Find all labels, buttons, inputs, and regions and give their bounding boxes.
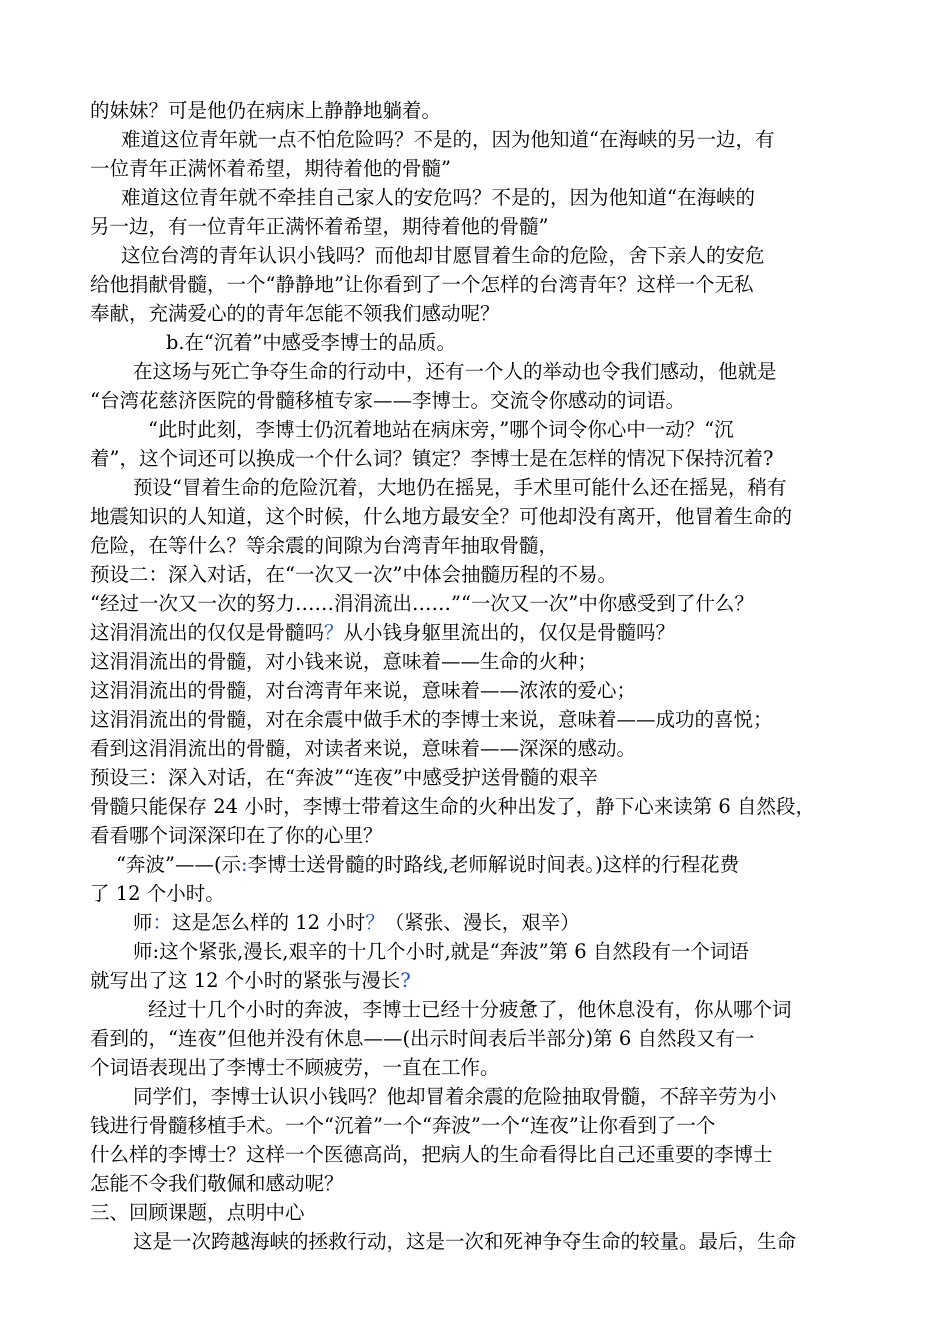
paragraph-line: 同学们，李博士认识小钱吗？他却冒着余震的危险抽取骨髓，不辞辛劳为小 — [133, 1085, 777, 1108]
paragraph-line: 个词语表现出了李博士不顾疲劳，一直在工作。 — [90, 1056, 500, 1079]
paragraph-line: 怎能不令我们敬佩和感动呢？ — [90, 1172, 344, 1195]
paragraph-line — [133, 908, 913, 937]
paragraph-line: 看到这涓涓流出的骨髓，对读者来说，意味着——深深的感动。 — [90, 737, 637, 760]
text-run: 就写出了这 12 个小时的紧张与漫长 — [90, 969, 401, 992]
text-run: ： — [152, 911, 173, 934]
text-run: : — [241, 853, 248, 876]
paragraph-line: 着”，这个词还可以换成一个什么词？镇定？李博士是在怎样的情况下保持沉着? — [90, 447, 774, 470]
text-run: 李博士送骨髓的时路线,老师解说时间表。)这样的行程花费 — [247, 853, 740, 876]
paragraph-line: 了 12 个小时。 — [90, 882, 225, 905]
section-heading: 三、回顾课题，点明中心 — [90, 1201, 305, 1224]
text-run: 师 — [133, 911, 153, 934]
paragraph-line: 另一边，有一位青年正满怀着希望，期待着他的骨髓” — [90, 215, 549, 238]
paragraph-line: 难道这位青年就一点不怕危险吗？不是的，因为他知道“在海峡的另一边，有 — [121, 128, 775, 151]
text-run: ？ — [365, 911, 385, 934]
paragraph-line: 师:这个紧张,漫长,艰辛的十几个小时,就是“奔波”第 6 自然段有一个词语 — [133, 940, 749, 963]
paragraph-line: 什么样的李博士？这样一个医德高尚，把病人的生命看得比自己还重要的李博士 — [90, 1143, 773, 1166]
paragraph-line: 这位台湾的青年认识小钱吗？而他却甘愿冒着生命的危险，舍下亲人的安危 — [121, 244, 765, 267]
text-run: ? — [400, 969, 411, 992]
paragraph-line: 这是一次跨越海峡的拯救行动，这是一次和死神争夺生命的较量。最后，生命 — [133, 1230, 797, 1253]
paragraph-line: 这涓涓流出的骨髓，对在余震中做手术的李博士来说，意味着——成功的喜悦； — [90, 708, 773, 731]
paragraph-line: 奉献，充满爱心的的青年怎能不领我们感动呢？ — [90, 302, 500, 325]
paragraph-line: 钱进行骨髓移植手术。一个“沉着”一个“奔波”一个“连夜”让你看到了一个 — [90, 1114, 716, 1137]
paragraph-line — [116, 850, 896, 879]
paragraph-line: 骨髓只能保存 24 小时，李博士带着这生命的火种出发了，静下心来读第 6 自然段， — [90, 795, 816, 818]
paragraph-line: 在这场与死亡争夺生命的行动中，还有一个人的举动也令我们感动，他就是 — [133, 360, 777, 383]
paragraph-line: “台湾花慈济医院的骨髓移植专家——李博士。交流令你感动的词语。 — [90, 389, 685, 412]
paragraph-line: 一位青年正满怀着希望，期待着他的骨髓” — [90, 157, 451, 180]
text-run: 从小钱身躯里流出的，仅仅是骨髓吗？ — [343, 621, 676, 644]
paragraph-line: 危险，在等什么？等余震的间隙为台湾青年抽取骨髓， — [90, 534, 559, 557]
section-heading: b.在“沉着”中感受李博士的品质。 — [166, 331, 456, 354]
paragraph-line — [90, 618, 870, 647]
paragraph-line: “经过一次又一次的努力……涓涓流出……”“一次又一次”中你感受到了什么？ — [90, 592, 754, 615]
paragraph-line: 经过十几个小时的奔波，李博士已经十分疲惫了，他休息没有，你从哪个词 — [148, 998, 792, 1021]
paragraph-line: 预设三：深入对话，在“奔波”“连夜”中感受护送骨髓的艰辛 — [90, 766, 598, 789]
paragraph-line: 地震知识的人知道，这个时候，什么地方最安全？可他却没有离开，他冒着生命的 — [90, 505, 793, 528]
paragraph-line: 难道这位青年就不牵挂自己家人的安危吗？不是的，因为他知道“在海峡的 — [121, 186, 755, 209]
paragraph-line — [90, 966, 870, 995]
paragraph-line: 预设“冒着生命的危险沉着，大地仍在摇晃，手术里可能什么还在摇晃，稍有 — [133, 476, 787, 499]
text-run: 这是怎么样的 12 小时 — [172, 911, 366, 934]
text-run: “奔波”——(示 — [116, 853, 242, 876]
paragraph-line: “此时此刻，李博士仍沉着地站在病床旁，”哪个词令你心中一动？“沉 — [148, 418, 734, 441]
paragraph-line: 的妹妹？可是他仍在病床上静静地躺着。 — [90, 99, 442, 122]
paragraph-line: 预设二：深入对话，在“一次又一次”中体会抽髓历程的不易。 — [90, 563, 617, 586]
paragraph-line: 给他捐献骨髓，一个“静静地”让你看到了一个怎样的台湾青年？这样一个无私 — [90, 273, 754, 296]
text-run: （紧张、漫长，艰辛） — [384, 911, 580, 934]
text-run: 这涓涓流出的仅仅是骨髓吗 — [90, 621, 325, 644]
text-run: ？ — [324, 621, 344, 644]
paragraph-line: 这涓涓流出的骨髓，对小钱来说，意味着——生命的火种； — [90, 650, 598, 673]
paragraph-line: 看看哪个词深深印在了你的心里？ — [90, 824, 383, 847]
paragraph-line: 看到的，“连夜”但他并没有休息——(出示时间表后半部分)第 6 自然段又有一 — [90, 1027, 755, 1050]
paragraph-line: 这涓涓流出的骨髓，对台湾青年来说，意味着——浓浓的爱心； — [90, 679, 637, 702]
